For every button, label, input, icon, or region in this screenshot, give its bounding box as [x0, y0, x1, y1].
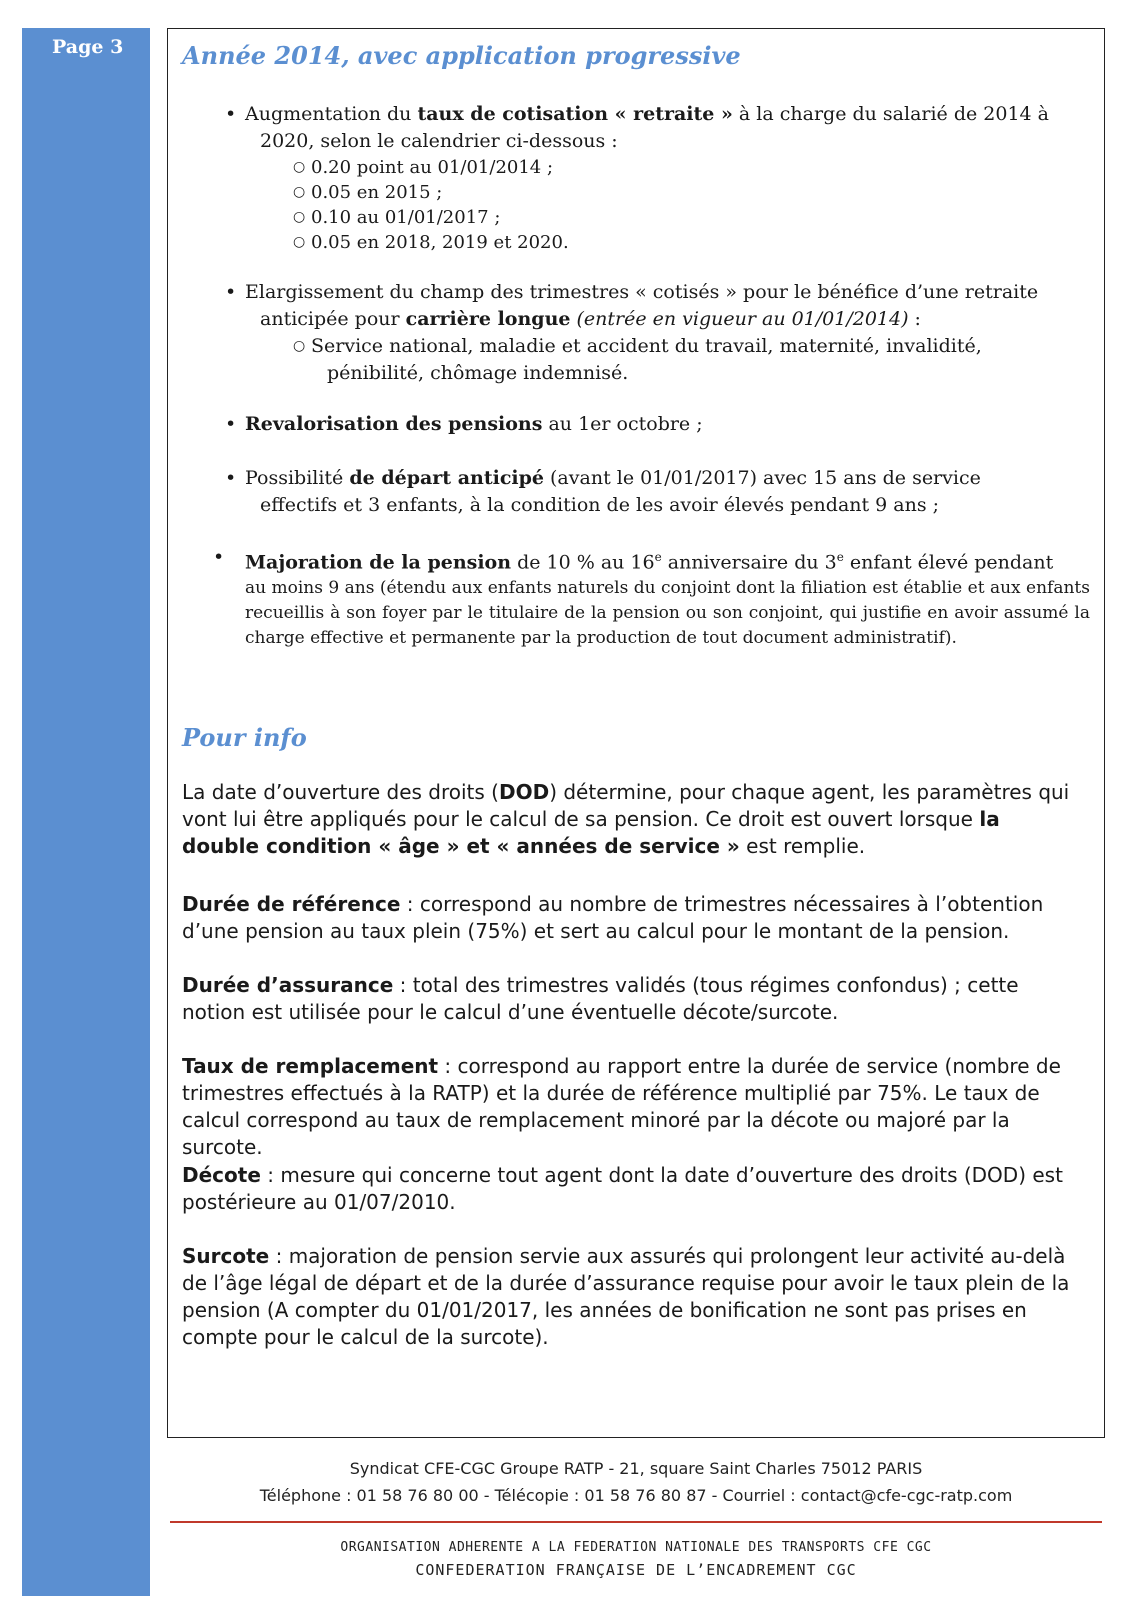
bullet-text: anticipée pour — [260, 308, 406, 330]
sub-list-item — [293, 155, 1090, 180]
bullet-icon: • — [225, 281, 237, 303]
sub-list — [245, 155, 1090, 255]
circle-bullet-icon: ○ — [293, 234, 306, 250]
sub-list-item — [293, 205, 1090, 230]
paragraph-text: ) détermine, pour chaque agent, les paramètres qui vont lui être appliqués pour le calcul de sa pension. Ce droit est ouvert lorsque — [182, 780, 1070, 831]
bullet-bold-text: Majoration de la pension — [245, 551, 512, 574]
paragraph-bold-text: la double condition « âge » et « années de service » — [182, 807, 1000, 858]
bullet-text: Augmentation du — [245, 103, 418, 125]
bullet-bold-text: Revalorisation des pensions — [245, 413, 543, 435]
footer-divider — [170, 1521, 1102, 1523]
definition-term: Décote — [182, 1163, 261, 1187]
bullet-icon: • — [213, 546, 225, 568]
bullet-text: : — [908, 308, 921, 330]
bullet-text: au 1er octobre ; — [542, 413, 703, 435]
bullet-icon: • — [225, 413, 237, 435]
bullet-revalorisation — [225, 411, 1090, 438]
bullet-text: enfant élevé pendant — [843, 551, 1054, 574]
paragraph-bold-text: DOD — [498, 780, 550, 804]
footer-contact: Téléphone : 01 58 76 80 00 - Télécopie : 01 58 76 80 87 - Courriel : contact@cfe-cgc-ratp.com — [259, 1486, 1013, 1505]
definition-text: : correspond au rapport entre la durée de service (nombre de trimestres effectués à la RATP) et la durée de référence multiplié par 75%. Le taux de calcul correspond au taux de remplacement minoré par la décote ou majoré par la surcote. — [182, 1054, 1061, 1159]
circle-bullet-icon: ○ — [293, 209, 306, 225]
footer-confederation: CONFEDERATION FRANÇAISE DE L’ENCADREMENT CGC — [415, 1561, 857, 1579]
bullet-icon: • — [225, 103, 237, 125]
sub-list-item — [293, 180, 1090, 205]
definition-text: : correspond au nombre de trimestres nécessaires à l’obtention d’une pension au taux plein (75%) et sert au calcul pour le montant de la pension. — [182, 892, 1044, 943]
sub-item-text: 0.05 en 2015 ; — [311, 182, 443, 203]
footer-organisation: ORGANISATION ADHERENTE A LA FEDERATION NATIONALE DES TRANSPORTS CFE CGC — [340, 1540, 932, 1555]
bullet-text: Elargissement du champ des trimestres « cotisés » pour le bénéfice d’une retraite — [245, 281, 1039, 303]
paragraph-text: est remplie. — [739, 834, 866, 858]
definition-term: Durée d’assurance — [182, 973, 394, 997]
bullet-majoration — [213, 544, 1090, 651]
bullet-text: effectifs et 3 enfants, à la condition de les avoir élevés pendant 9 ans ; — [260, 494, 940, 516]
definition-surcote — [182, 1243, 1074, 1351]
circle-bullet-icon: ○ — [293, 184, 306, 200]
circle-bullet-icon: ○ — [293, 338, 306, 354]
section-title-2014: Année 2014, avec application progressive — [182, 41, 741, 70]
sidebar-band — [22, 28, 150, 1596]
sub-list-item — [293, 230, 1090, 255]
content-frame — [167, 28, 1105, 1438]
definition-duree-reference — [182, 891, 1074, 945]
definition-term: Surcote — [182, 1244, 270, 1268]
paragraph-dod — [182, 779, 1074, 860]
superscript: e — [654, 550, 662, 564]
definition-term: Durée de référence — [182, 892, 401, 916]
section-title-info: Pour info — [182, 723, 307, 752]
sub-item-text: Service national, maladie et accident du travail, maternité, invalidité, — [311, 335, 982, 357]
bullet-text: de 10 % au 16 — [511, 551, 655, 574]
bullet-carriere-longue — [225, 279, 1090, 387]
definition-term: Taux de remplacement — [182, 1054, 439, 1078]
page-number: Page 3 — [52, 36, 124, 58]
bullet-bold-text: de départ anticipé — [349, 467, 544, 489]
bullet-text: à la charge du salarié de 2014 à — [732, 103, 1050, 125]
definition-decote — [182, 1162, 1074, 1216]
sub-item-text: 0.10 au 01/01/2017 ; — [311, 207, 501, 228]
sub-item-text: 0.05 en 2018, 2019 et 2020. — [311, 232, 569, 253]
bullet-depart-anticipe — [225, 465, 1090, 519]
bullet-bold-text: carrière longue — [405, 308, 571, 330]
bullet-text: anniversaire du 3 — [661, 551, 837, 574]
bullet-text: (avant le 01/01/2017) avec 15 ans de service — [543, 467, 981, 489]
bullet-text: 2020, selon le calendrier ci-dessous : — [260, 130, 618, 152]
bullet-icon: • — [225, 467, 237, 489]
sub-list-item — [245, 333, 1090, 387]
footer-address: Syndicat CFE-CGC Groupe RATP - 21, square Saint Charles 75012 PARIS — [349, 1459, 923, 1478]
definition-duree-assurance — [182, 972, 1074, 1026]
sub-item-text: pénibilité, chômage indemnisé. — [327, 362, 629, 384]
definition-text: : mesure qui concerne tout agent dont la date d’ouverture des droits (DOD) est postérieure au 01/07/2010. — [182, 1163, 1063, 1214]
superscript: e — [836, 550, 844, 564]
bullet-text: Possibilité — [245, 467, 350, 489]
bullet-cotisation — [225, 101, 1090, 255]
definition-taux-remplacement — [182, 1053, 1074, 1161]
definition-text: : total des trimestres validés (tous régimes confondus) ; cette notion est utilisée pour le calcul d’une éventuelle décote/surcote. — [182, 973, 1019, 1024]
paragraph-text: La date d’ouverture des droits ( — [182, 780, 499, 804]
circle-bullet-icon: ○ — [293, 159, 306, 175]
bullet-text: au moins 9 ans (étendu aux enfants naturels du conjoint dont la filiation est établie et aux enfants recueillis à son foyer par le titulaire de la pension ou son conjoint, qui justifie en avoir assumé la charge effective et permanente par la production de tout document administratif). — [245, 578, 1090, 649]
definition-text: : majoration de pension servie aux assurés qui prolongent leur activité au-delà de l’âge légal de départ et de la durée d’assurance requise pour avoir le taux plein de la pension (A compter du 01/01/2017, les années de bonification ne sont pas prises en compte pour le calcul de la surcote). — [182, 1244, 1070, 1349]
bullet-italic-text: (entrée en vigueur au 01/01/2014) — [576, 308, 909, 330]
sub-item-text: 0.20 point au 01/01/2014 ; — [311, 157, 554, 178]
bullet-bold-text: taux de cotisation « retraite » — [417, 103, 733, 125]
